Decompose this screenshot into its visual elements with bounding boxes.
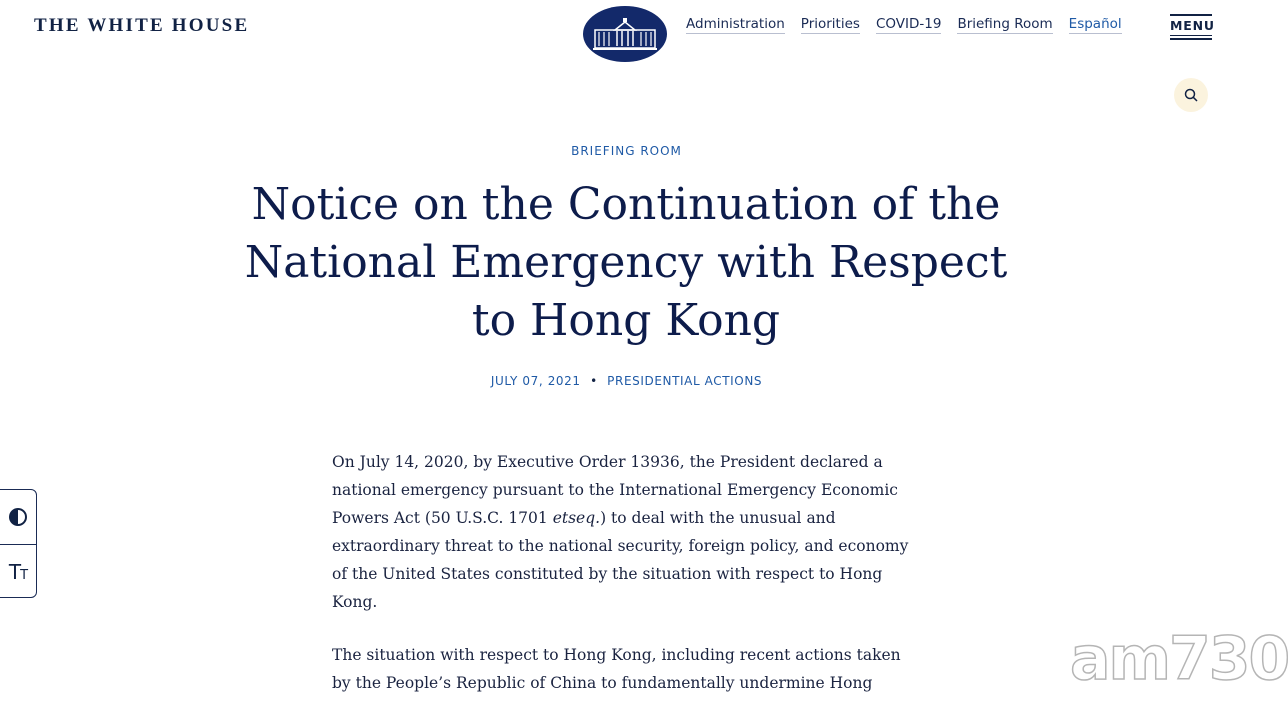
text-size-glyph-small: T (20, 567, 28, 583)
watermark-logo: am730 (1070, 624, 1288, 694)
menu-bar-top (1170, 14, 1212, 16)
paragraph-text-continued: ) to deal with the unusual and extraordinary threat to the national security, foreign policy, and economy of the United States constituted by the situation with respect to Hong Kong. (332, 509, 909, 611)
paragraph-italic-text: etseq. (552, 509, 601, 527)
nav-briefing-room[interactable]: Briefing Room (957, 16, 1053, 32)
site-title[interactable]: THE WHITE HOUSE (34, 15, 250, 36)
white-house-seal-icon[interactable] (583, 6, 667, 62)
search-icon (1184, 88, 1198, 102)
contrast-toggle-button[interactable] (0, 490, 36, 544)
nav-espanol[interactable]: Español (1068, 16, 1122, 32)
article-paragraph (332, 448, 912, 616)
nav-administration[interactable]: Administration (686, 16, 785, 32)
menu-bar-mid (1170, 35, 1212, 37)
nav-covid-19[interactable]: COVID-19 (875, 16, 942, 32)
article-category[interactable]: BRIEFING ROOM (571, 144, 682, 158)
paragraph-text: On July 14, 2020, by Executive Order 13936, the President declared a national emergency pursuant to the International Emergency Economic Powers Act (50 U.S.C. 1701 (332, 453, 898, 527)
contrast-icon (8, 507, 28, 527)
nav-priorities[interactable]: Priorities (800, 16, 860, 32)
article-meta (0, 374, 1253, 388)
article-body (332, 448, 912, 722)
meta-separator: • (590, 374, 598, 388)
menu-label: MENU (1170, 17, 1215, 33)
article-paragraph: The situation with respect to Hong Kong, including recent actions taken by the People’s Republic of China to fundamentally undermine Hong (332, 646, 901, 692)
menu-button[interactable] (1170, 12, 1215, 42)
accessibility-toolbar (0, 489, 37, 598)
text-size-icon (9, 560, 27, 584)
main-nav (686, 16, 1122, 34)
article-date: JULY 07, 2021 (490, 374, 581, 388)
white-house-building-icon (593, 16, 657, 52)
menu-bar-bottom (1170, 38, 1212, 40)
text-size-button[interactable] (0, 544, 36, 598)
text-size-glyph-large: T (8, 559, 21, 584)
search-button[interactable] (1174, 78, 1208, 112)
article-type-link[interactable]: PRESIDENTIAL ACTIONS (607, 374, 763, 388)
article-title: Notice on the Continuation of the National Emergency with Respect to Hong Kong (244, 179, 1008, 346)
